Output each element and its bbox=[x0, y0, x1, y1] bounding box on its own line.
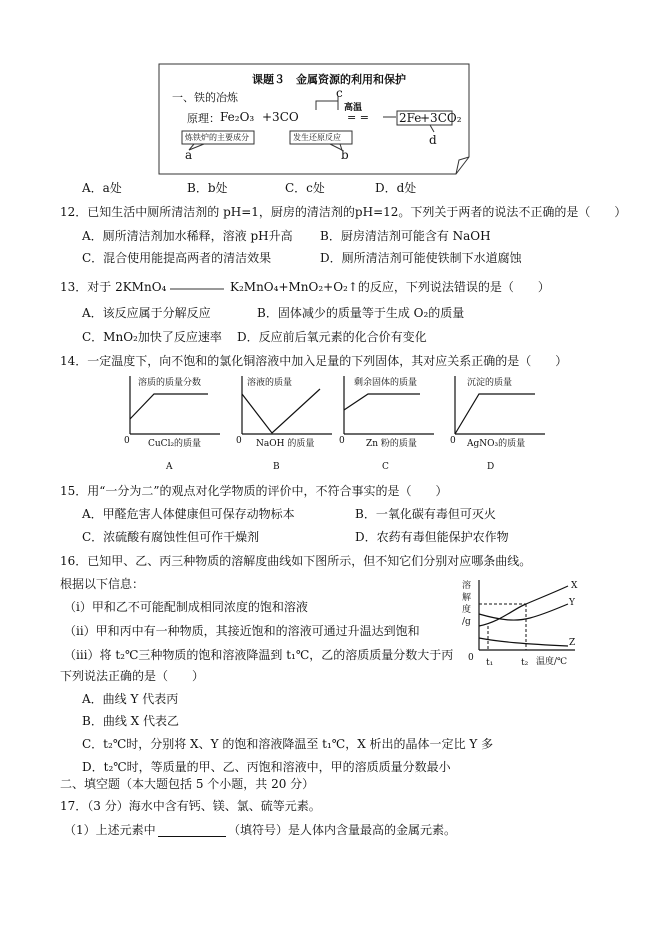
graph-b-letter: B bbox=[273, 462, 280, 472]
curve-x-label: X bbox=[571, 581, 578, 591]
fe-product: 2Fe bbox=[399, 111, 422, 125]
q16-info-1: （ⅰ）甲和乙不可能配制成相同浓度的饱和溶液 bbox=[64, 600, 308, 614]
graph-d-letter: D bbox=[487, 462, 495, 472]
ylabel-char-3: 度 bbox=[462, 605, 472, 615]
section2-title: 二、填空题（本大题包括 5 个小题，共 20 分） bbox=[60, 777, 315, 791]
curve-z-label: Z bbox=[569, 638, 576, 648]
graph-b-xlabel: NaOH 的质量 bbox=[256, 439, 315, 449]
solubility-ylabel bbox=[462, 580, 474, 628]
q11-option-d: D．d处 bbox=[375, 181, 417, 195]
q13-stem-b: K₂MnO₄+MnO₂+O₂↑的反应，下列说法错误的是（ ） bbox=[230, 280, 550, 294]
graph-d-ylabel: 沉淀的质量 bbox=[467, 378, 513, 388]
solubility-t2: t₂ bbox=[521, 658, 529, 668]
q15-stem: 15．用“一分为二”的观点对化学物质的评价中，不符合事实的是（ ） bbox=[60, 484, 448, 498]
q12-option-d: D．厕所清洁剂可能使铁制下水道腐蚀 bbox=[320, 251, 522, 265]
graph-c-ylabel: 剩余固体的质量 bbox=[354, 378, 418, 388]
graph-c-letter: C bbox=[382, 462, 389, 472]
graph-b-ylabel: 溶液的质量 bbox=[247, 378, 293, 388]
graph-c-xlabel: Zn 粉的质量 bbox=[366, 439, 417, 449]
plus-3co: +3CO bbox=[262, 110, 299, 124]
principle-label: 原理： bbox=[187, 112, 220, 125]
q15-option-c: C．浓硫酸有腐蚀性但可作干燥剂 bbox=[82, 530, 260, 544]
graph-a-ylabel: 溶质的质量分数 bbox=[138, 378, 202, 388]
q12-option-a: A．厕所清洁剂加水稀释，溶液 pH升高 bbox=[82, 229, 293, 243]
figure-title: 课题３ 金属资源的利用和保护 bbox=[252, 73, 406, 86]
q16-ask: 下列说法正确的是（ ） bbox=[60, 669, 205, 683]
q15-option-d: D．农药有毒但能保护农作物 bbox=[355, 530, 509, 544]
q16-info-3: （ⅲ）将 t₂℃三种物质的饱和溶液降温到 t₁℃，乙的溶质质量分数大于丙 bbox=[64, 648, 454, 662]
q13-stem-a: 13．对于 2KMnO₄ bbox=[60, 280, 167, 294]
q12-option-c: C．混合使用能提高两者的清洁效果 bbox=[82, 251, 272, 265]
equals-sign: = = bbox=[347, 111, 369, 124]
graph-b-origin: 0 bbox=[236, 436, 242, 446]
q16-stem: 16．已知甲、乙、丙三种物质的溶解度曲线如下图所示，但不知它们分别对应哪条曲线。 bbox=[60, 554, 532, 568]
label-c: c bbox=[336, 86, 343, 100]
label-b: b bbox=[341, 148, 349, 162]
q15-option-b: B．一氧化碳有毒但可灭火 bbox=[355, 507, 496, 521]
curve-y-label: Y bbox=[569, 598, 575, 608]
q15-option-a: A．甲醛危害人体健康但可保存动物标本 bbox=[82, 507, 295, 521]
q16-option-a: A．曲线 Y 代表丙 bbox=[82, 692, 179, 706]
figure-frame bbox=[0, 0, 661, 200]
ylabel-char-4: /g bbox=[462, 617, 471, 627]
q12-option-b: B．厨房清洁剂可能含有 NaOH bbox=[320, 229, 491, 243]
graph-c-origin: 0 bbox=[339, 436, 345, 446]
q16-option-d: D．t₂℃时，等质量的甲、乙、丙饱和溶液中，甲的溶质质量分数最小 bbox=[82, 760, 451, 774]
q14-stem: 14．一定温度下，向不饱和的氯化铜溶液中加入足量的下列固体，其对应关系正确的是（ ） bbox=[60, 354, 568, 368]
q13-option-c: C．MnO₂加快了反应速率 bbox=[82, 330, 222, 344]
solubility-xlabel: 温度/℃ bbox=[536, 657, 568, 667]
graph-a-origin: 0 bbox=[124, 436, 130, 446]
solubility-t1: t₁ bbox=[486, 658, 494, 668]
fe2o3-formula: Fe₂O₃ bbox=[220, 110, 255, 124]
figure-heading: 一、铁的冶炼 bbox=[172, 91, 238, 104]
q13-arrow-sign bbox=[168, 283, 228, 295]
q16-info-2: （ⅱ）甲和丙中有一种物质，其接近饱和的溶液可通过升温达到饱和 bbox=[64, 624, 420, 638]
q11-option-c: C．c处 bbox=[285, 181, 325, 195]
q11-option-b: B．b处 bbox=[187, 181, 228, 195]
graph-a-letter: A bbox=[166, 462, 173, 472]
q16-option-b: B．曲线 X 代表乙 bbox=[82, 714, 179, 728]
q16-info-label: 根据以下信息： bbox=[60, 577, 145, 591]
q17-sub1-a: （1）上述元素中 bbox=[64, 823, 156, 837]
q17-sub1-b: （填符号）是人体内含量最高的金属元素。 bbox=[228, 823, 457, 837]
q16-option-c: C．t₂℃时，分别将 X、Y 的饱和溶液降温至 t₁℃，X 析出的晶体一定比 Y 多 bbox=[82, 737, 494, 751]
co2-product: +3CO₂ bbox=[420, 111, 462, 125]
callout-b-text: 发生还原反应 bbox=[293, 133, 341, 142]
graph-a-xlabel: CuCl₂的质量 bbox=[148, 439, 202, 449]
label-d: d bbox=[429, 133, 437, 147]
graph-d-xlabel: AgNO₃的质量 bbox=[467, 439, 526, 449]
ylabel-char-1: 溶 bbox=[462, 581, 472, 591]
label-a: a bbox=[185, 148, 193, 162]
q13-option-d: D．反应前后氧元素的化合价有变化 bbox=[237, 330, 427, 344]
callout-a-text: 炼铁炉的主要成分 bbox=[185, 133, 249, 142]
graph-d-origin: 0 bbox=[450, 436, 456, 446]
ylabel-char-2: 解 bbox=[462, 593, 472, 603]
solubility-axes bbox=[470, 578, 590, 688]
q13-option-a: A．该反应属于分解反应 bbox=[82, 306, 211, 320]
q13-option-b: B．固体减少的质量等于生成 O₂的质量 bbox=[257, 306, 465, 320]
q12-stem: 12．已知生活中厕所清洁剂的 pH=1，厨房的清洁剂的pH=12。下列关于两者的说法不正确的是（ ） bbox=[60, 205, 627, 219]
q11-option-a: A．a处 bbox=[82, 181, 122, 195]
q17-blank[interactable] bbox=[158, 836, 226, 837]
solubility-origin: 0 bbox=[468, 653, 474, 663]
reaction-condition: 高温 bbox=[344, 103, 363, 113]
q17-stem: 17．（3 分）海水中含有钙、镁、氯、硫等元素。 bbox=[60, 799, 321, 813]
